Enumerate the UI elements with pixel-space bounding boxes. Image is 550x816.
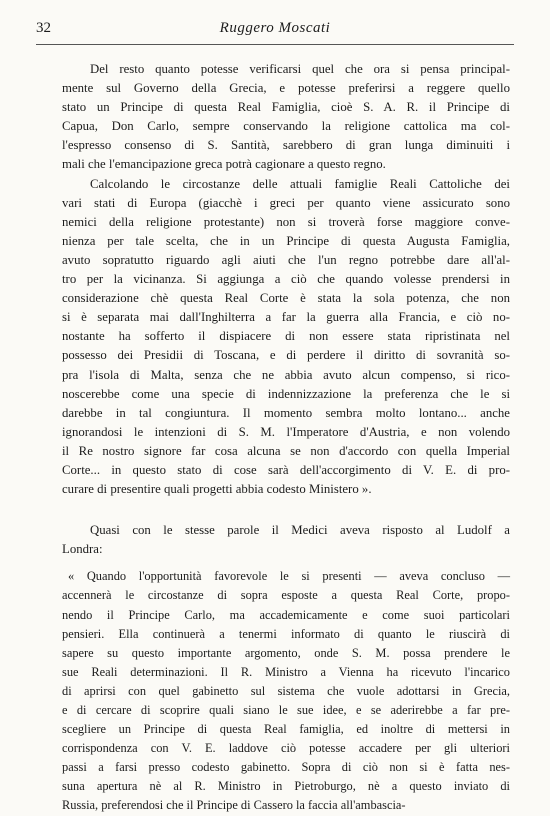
text-line: scegliere un Principe di questa Real famiglia, ed inoltre di mettersi in (62, 722, 510, 737)
text-line: si è separata mai dall'Inghilterra a far la guerra alla Francia, e ciò no- (62, 310, 510, 325)
body-text (62, 60, 510, 816)
paragraph-gap (62, 499, 510, 521)
text-line: Londra: (62, 542, 103, 557)
text-line: Capua, Don Carlo, sempre conservando la religione cattolica ma col- (62, 119, 510, 134)
paragraph (62, 175, 510, 500)
text-line: il Re nostro signore far cosa alcuna se non d'accordo con quella Imperial (62, 443, 510, 458)
text-line: « Quando l'opportunità favorevole le si presenti — aveva concluso — (68, 569, 510, 584)
text-line: sapere su questo importante argomento, onde S. M. possa prendere le (62, 645, 510, 660)
text-line: accennerà le circostanze di sopra esposte a questa Real Corte, propo- (62, 588, 510, 603)
header-rule (36, 44, 514, 45)
page-header (36, 20, 514, 40)
text-line: pra l'isola di Malta, senza che ne abbia avuto alcun compenso, si rico- (62, 367, 510, 382)
text-line: nienza per tale scelta, che in un Principe di questa Augusta Famiglia, (62, 233, 510, 248)
paragraph (62, 521, 510, 559)
paragraph (62, 60, 510, 175)
page-number: 32 (36, 20, 51, 36)
text-line: darebbe in tal congiuntura. Il momento sembra molto lontano... anche (62, 405, 510, 420)
text-line: stato un Principe di questa Real Famiglia, cioè S. A. R. il Principe di (62, 100, 510, 115)
text-line: l'espresso consenso di S. Santità, sarebbero di gran lunga diminuiti i (62, 138, 510, 153)
running-head: Ruggero Moscati (219, 20, 331, 36)
text-line: e di cercare di scoprire quali siano le sue idee, e se aderirebbe a far pre- (62, 703, 510, 717)
text-line: ignorandosi le intenzioni di S. M. l'Imperatore d'Austria, e non volendo (62, 424, 510, 439)
text-line: mali che l'emancipazione greca potrà cagionare a questo regno. (62, 157, 386, 172)
text-line: di aprirsi con quel gabinetto sul sistema che vuole adottarsi in Grecia, (62, 683, 510, 698)
paragraph-gap (62, 559, 510, 567)
text-line: nostante ha sofferto il dispiacere di non essere stata ripristinata nel (62, 329, 510, 344)
text-line: tro per la vicinanza. Si aggiunga a ciò che quando volesse prendersi in (62, 272, 510, 287)
text-line: passi a farsi presso codesto gabinetto. Sopra di ciò non si è fatta nes- (62, 760, 510, 775)
text-line: curare di presentire quali progetti abbia codesto Ministero ». (62, 482, 372, 497)
text-line: possesso dei Presidii di Toscana, e di perdere il diritto di sovranità so- (62, 348, 510, 363)
text-line: noscerebbe come una specie di indennizzazione la preferenza che le si (62, 386, 510, 401)
text-line: pensieri. Ella continuerà a tenermi informato di quanto le riuscirà di (62, 626, 510, 641)
text-line: Russia, preferendosi che il Principe di Cassero la faccia all'ambascia- (62, 798, 406, 813)
text-line: Corte... in questo stato di cose sarà dell'accorgimento di V. E. di pro- (62, 462, 510, 477)
text-line: nendo il Principe Carlo, ma accademicamente e come suoi particolari (62, 607, 510, 622)
text-line: corrispondenza con V. E. laddove ciò potesse accadere per gli ulteriori (62, 741, 510, 756)
text-line: Del resto quanto potesse verificarsi quel che ora si pensa principal- (90, 62, 510, 76)
text-line: considerazione chè questa Real Corte è stata la sola potenza, che non (62, 291, 510, 306)
text-line: nemici della religione protestante) non si troverà forse maggiore conve- (62, 214, 510, 229)
text-line: avuto sopratutto riguardo agli aiuti che l'un regno potrebbe dare all'al- (62, 252, 510, 267)
text-line: vari stati di Europa (giacchè i greci per quanto viene assicurato sono (62, 195, 510, 210)
text-line: mente sul Governo della Grecia, e potesse preferirsi a reggere quello (62, 81, 510, 96)
text-line: sue Reali determinazioni. Il R. Ministro a Vienna ha ricevuto l'incarico (62, 664, 510, 679)
text-line: Quasi con le stesse parole il Medici aveva risposto al Ludolf a (90, 523, 510, 538)
text-line: Calcolando le circostanze delle attuali famiglie Reali Cattoliche dei (90, 176, 510, 191)
text-line: suna apertura nè al R. Ministro in Pietroburgo, nè a questo inviato di (62, 779, 510, 794)
quoted-paragraph (62, 567, 510, 815)
